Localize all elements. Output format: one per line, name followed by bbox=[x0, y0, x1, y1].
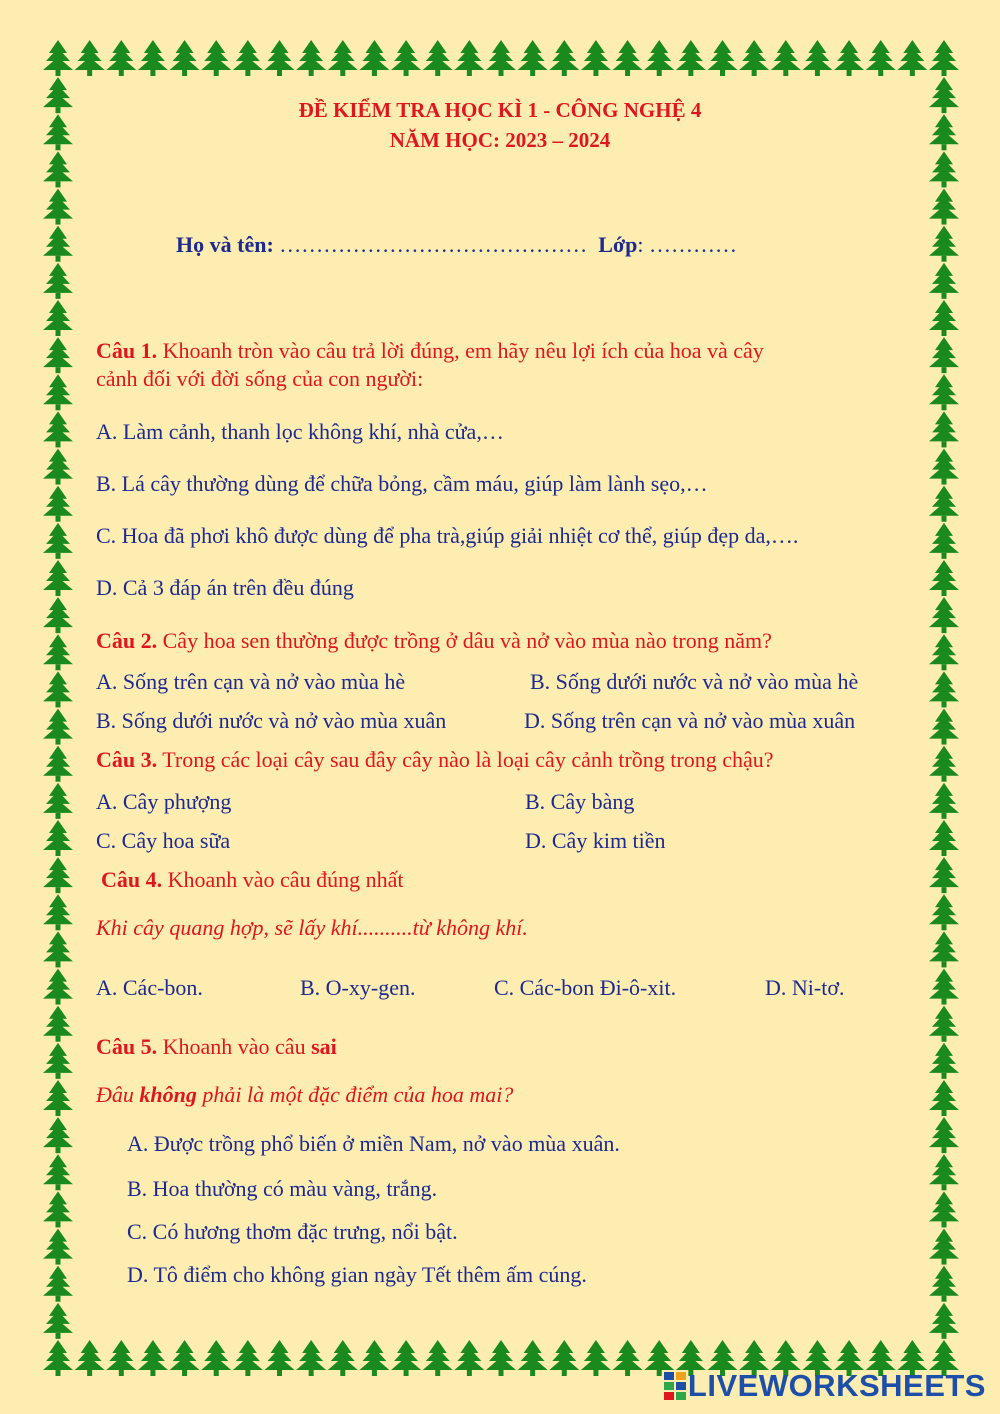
tree-icon bbox=[929, 523, 959, 559]
q4-option-b[interactable]: B. O-xy-gen. bbox=[300, 975, 416, 1000]
tree-icon bbox=[644, 40, 674, 76]
tree-icon bbox=[929, 1229, 959, 1265]
tree-icon bbox=[43, 857, 73, 893]
tree-icon bbox=[75, 40, 105, 76]
tree-icon bbox=[43, 1303, 73, 1339]
tree-icon bbox=[43, 1006, 73, 1042]
tree-icon bbox=[929, 783, 959, 819]
q5-text-bold: sai bbox=[311, 1034, 337, 1059]
q3-stem bbox=[96, 747, 774, 773]
tree-icon bbox=[43, 1117, 73, 1153]
tree-icon bbox=[43, 523, 73, 559]
tree-icon bbox=[929, 1117, 959, 1153]
q3-option-c[interactable]: C. Cây hoa sữa bbox=[96, 828, 231, 853]
tree-icon bbox=[296, 1340, 326, 1376]
tree-icon bbox=[43, 40, 73, 76]
tree-icon bbox=[43, 671, 73, 707]
tree-icon bbox=[929, 1266, 959, 1302]
tree-icon bbox=[454, 1340, 484, 1376]
student-info-line bbox=[176, 232, 737, 258]
tree-icon bbox=[834, 40, 864, 76]
tree-icon bbox=[549, 1340, 579, 1376]
tree-icon bbox=[866, 40, 896, 76]
q4-text: Khoanh vào câu đúng nhất bbox=[167, 867, 404, 892]
tree-icon bbox=[929, 151, 959, 187]
tree-icon bbox=[201, 40, 231, 76]
tree-icon bbox=[739, 40, 769, 76]
tree-icon bbox=[708, 40, 738, 76]
q5-prompt-bold: không bbox=[139, 1082, 197, 1107]
tree-icon bbox=[929, 857, 959, 893]
q1-option-c[interactable]: C. Hoa đã phơi khô được dùng để pha trà,giúp giải nhiệt cơ thể, giúp đẹp da,…. bbox=[96, 523, 799, 548]
tree-icon bbox=[454, 40, 484, 76]
tree-icon bbox=[328, 1340, 358, 1376]
q5-option-b[interactable]: B. Hoa thường có màu vàng, trắng. bbox=[127, 1176, 438, 1201]
tree-icon bbox=[929, 931, 959, 967]
tree-icon bbox=[170, 1340, 200, 1376]
tree-icon bbox=[423, 1340, 453, 1376]
tree-icon bbox=[43, 337, 73, 373]
tree-icon bbox=[518, 1340, 548, 1376]
tree-icon bbox=[265, 40, 295, 76]
tree-icon bbox=[43, 634, 73, 670]
q1-text: Khoanh tròn vào câu trả lời đúng, em hãy nêu lợi ích của hoa và cây bbox=[162, 338, 764, 363]
tree-icon bbox=[929, 1006, 959, 1042]
liveworksheets-logo[interactable] bbox=[664, 1368, 986, 1404]
class-colon: : bbox=[637, 232, 644, 257]
name-label: Họ và tên: bbox=[176, 232, 274, 257]
tree-icon bbox=[929, 560, 959, 596]
q1-stem-line1 bbox=[96, 338, 764, 364]
tree-icon bbox=[43, 709, 73, 745]
tree-icon bbox=[43, 783, 73, 819]
tree-icon bbox=[43, 1154, 73, 1190]
tree-icon bbox=[929, 226, 959, 262]
liveworksheets-logo-icon bbox=[664, 1372, 688, 1400]
tree-icon bbox=[423, 40, 453, 76]
tree-icon bbox=[929, 486, 959, 522]
tree-icon bbox=[328, 40, 358, 76]
school-year: NĂM HỌC: 2023 – 2024 bbox=[389, 128, 611, 152]
q1-option-d[interactable]: D. Cả 3 đáp án trên đều đúng bbox=[96, 575, 354, 600]
tree-icon bbox=[929, 1303, 959, 1339]
tree-icon bbox=[43, 411, 73, 447]
tree-icon bbox=[43, 226, 73, 262]
tree-icon bbox=[43, 931, 73, 967]
tree-icon bbox=[43, 449, 73, 485]
q3-label: Câu 3. bbox=[96, 747, 158, 772]
tree-icon bbox=[296, 40, 326, 76]
tree-icon bbox=[233, 40, 263, 76]
tree-icon bbox=[929, 894, 959, 930]
tree-icon bbox=[929, 634, 959, 670]
tree-icon bbox=[43, 374, 73, 410]
tree-icon bbox=[43, 1266, 73, 1302]
q4-stem bbox=[101, 867, 403, 893]
tree-icon bbox=[518, 40, 548, 76]
tree-icon bbox=[43, 746, 73, 782]
tree-icon bbox=[771, 40, 801, 76]
tree-icon bbox=[391, 1340, 421, 1376]
tree-icon bbox=[929, 597, 959, 633]
tree-icon bbox=[43, 151, 73, 187]
tree-icon bbox=[581, 40, 611, 76]
tree-icon bbox=[676, 40, 706, 76]
tree-icon bbox=[802, 40, 832, 76]
tree-icon bbox=[549, 40, 579, 76]
tree-icon bbox=[106, 1340, 136, 1376]
tree-icon bbox=[43, 597, 73, 633]
q2-label: Câu 2. bbox=[96, 628, 158, 653]
tree-icon bbox=[613, 40, 643, 76]
tree-icon bbox=[613, 1340, 643, 1376]
q4-prompt: Khi cây quang hợp, sẽ lấy khí..........từ không khí. bbox=[96, 915, 528, 940]
q2-text: Cây hoa sen thường được trồng ở dâu và nở vào mùa nào trong năm? bbox=[162, 628, 772, 653]
q4-label: Câu 4. bbox=[101, 867, 163, 892]
tree-icon bbox=[929, 671, 959, 707]
tree-icon bbox=[929, 263, 959, 299]
tree-icon bbox=[106, 40, 136, 76]
tree-icon bbox=[929, 746, 959, 782]
q1-option-b[interactable]: B. Lá cây thường dùng để chữa bỏng, cầm máu, giúp làm lành sẹo,… bbox=[96, 471, 708, 496]
tree-icon bbox=[359, 1340, 389, 1376]
tree-icon bbox=[929, 40, 959, 76]
q3-text: Trong các loại cây sau đây cây nào là loại cây cảnh trồng trong chậu? bbox=[162, 747, 774, 772]
tree-icon bbox=[43, 486, 73, 522]
tree-icon bbox=[929, 969, 959, 1005]
q5-option-c[interactable]: C. Có hương thơm đặc trưng, nổi bật. bbox=[127, 1219, 458, 1244]
tree-icon bbox=[929, 1080, 959, 1116]
tree-icon bbox=[43, 820, 73, 856]
q5-option-a[interactable]: A. Được trồng phổ biến ở miền Nam, nở vào mùa xuân. bbox=[127, 1131, 620, 1156]
q5-label: Câu 5. bbox=[96, 1034, 158, 1059]
tree-icon bbox=[929, 411, 959, 447]
tree-icon bbox=[929, 709, 959, 745]
liveworksheets-logo-text: LIVEWORKSHEETS bbox=[687, 1368, 986, 1403]
q5-text: Khoanh vào câu bbox=[162, 1034, 306, 1059]
tree-icon bbox=[929, 820, 959, 856]
tree-icon bbox=[929, 189, 959, 225]
tree-icon bbox=[170, 40, 200, 76]
tree-icon bbox=[929, 337, 959, 373]
q2-option-d[interactable]: D. Sống trên cạn và nở vào mùa xuân bbox=[524, 708, 856, 733]
tree-icon bbox=[359, 40, 389, 76]
q2-stem bbox=[96, 628, 772, 654]
tree-icon bbox=[929, 374, 959, 410]
q3-option-b[interactable]: B. Cây bàng bbox=[525, 789, 635, 814]
q5-prompt-pre: Đâu bbox=[96, 1082, 134, 1107]
tree-icon bbox=[43, 1080, 73, 1116]
q1-stem-line2: cảnh đối với đời sống của con người: bbox=[96, 366, 424, 391]
tree-icon bbox=[391, 40, 421, 76]
tree-icon bbox=[75, 1340, 105, 1376]
tree-icon bbox=[43, 300, 73, 336]
tree-icon bbox=[929, 449, 959, 485]
q4-option-c[interactable]: C. Các-bon Đi-ô-xit. bbox=[494, 975, 677, 1000]
tree-icon bbox=[138, 40, 168, 76]
tree-icon bbox=[233, 1340, 263, 1376]
exam-title: ĐỀ KIỂM TRA HỌC KÌ 1 - CÔNG NGHỆ 4 bbox=[298, 98, 702, 122]
q4-option-a[interactable]: A. Các-bon. bbox=[96, 975, 203, 1000]
tree-icon bbox=[43, 1340, 73, 1376]
tree-icon bbox=[43, 969, 73, 1005]
q5-prompt-post: phải là một đặc điểm của hoa mai? bbox=[202, 1082, 514, 1107]
tree-icon bbox=[929, 1043, 959, 1079]
tree-icon bbox=[138, 1340, 168, 1376]
q2-option-c[interactable]: B. Sống dưới nước và nở vào mùa xuân bbox=[96, 708, 447, 733]
q5-option-d[interactable]: D. Tô điểm cho không gian ngày Tết thêm ấm cúng. bbox=[127, 1262, 587, 1287]
tree-icon bbox=[581, 1340, 611, 1376]
tree-icon bbox=[929, 1191, 959, 1227]
tree-icon bbox=[43, 263, 73, 299]
tree-icon bbox=[929, 1154, 959, 1190]
class-field[interactable]: ………… bbox=[648, 232, 737, 257]
tree-icon bbox=[43, 189, 73, 225]
class-label: Lớp bbox=[598, 232, 638, 257]
q5-stem bbox=[96, 1034, 337, 1060]
tree-icon bbox=[486, 1340, 516, 1376]
q3-option-d[interactable]: D. Cây kim tiền bbox=[525, 828, 666, 853]
q2-option-b[interactable]: B. Sống dưới nước và nở vào mùa hè bbox=[530, 669, 859, 694]
q3-option-a[interactable]: A. Cây phượng bbox=[96, 789, 232, 814]
tree-icon bbox=[265, 1340, 295, 1376]
name-field[interactable]: …………………………………… bbox=[279, 232, 588, 257]
tree-icon bbox=[43, 894, 73, 930]
tree-icon bbox=[43, 1229, 73, 1265]
tree-icon bbox=[929, 300, 959, 336]
q4-option-d[interactable]: D. Ni-tơ. bbox=[765, 975, 845, 1000]
q1-option-a[interactable]: A. Làm cảnh, thanh lọc không khí, nhà cửa,… bbox=[96, 419, 504, 444]
tree-icon bbox=[43, 1191, 73, 1227]
tree-icon bbox=[43, 560, 73, 596]
q1-label: Câu 1. bbox=[96, 338, 158, 363]
tree-icon bbox=[486, 40, 516, 76]
tree-icon bbox=[43, 1043, 73, 1079]
q2-option-a[interactable]: A. Sống trên cạn và nở vào mùa hè bbox=[96, 669, 406, 694]
tree-icon bbox=[201, 1340, 231, 1376]
tree-icon bbox=[897, 40, 927, 76]
q5-prompt bbox=[96, 1082, 513, 1108]
